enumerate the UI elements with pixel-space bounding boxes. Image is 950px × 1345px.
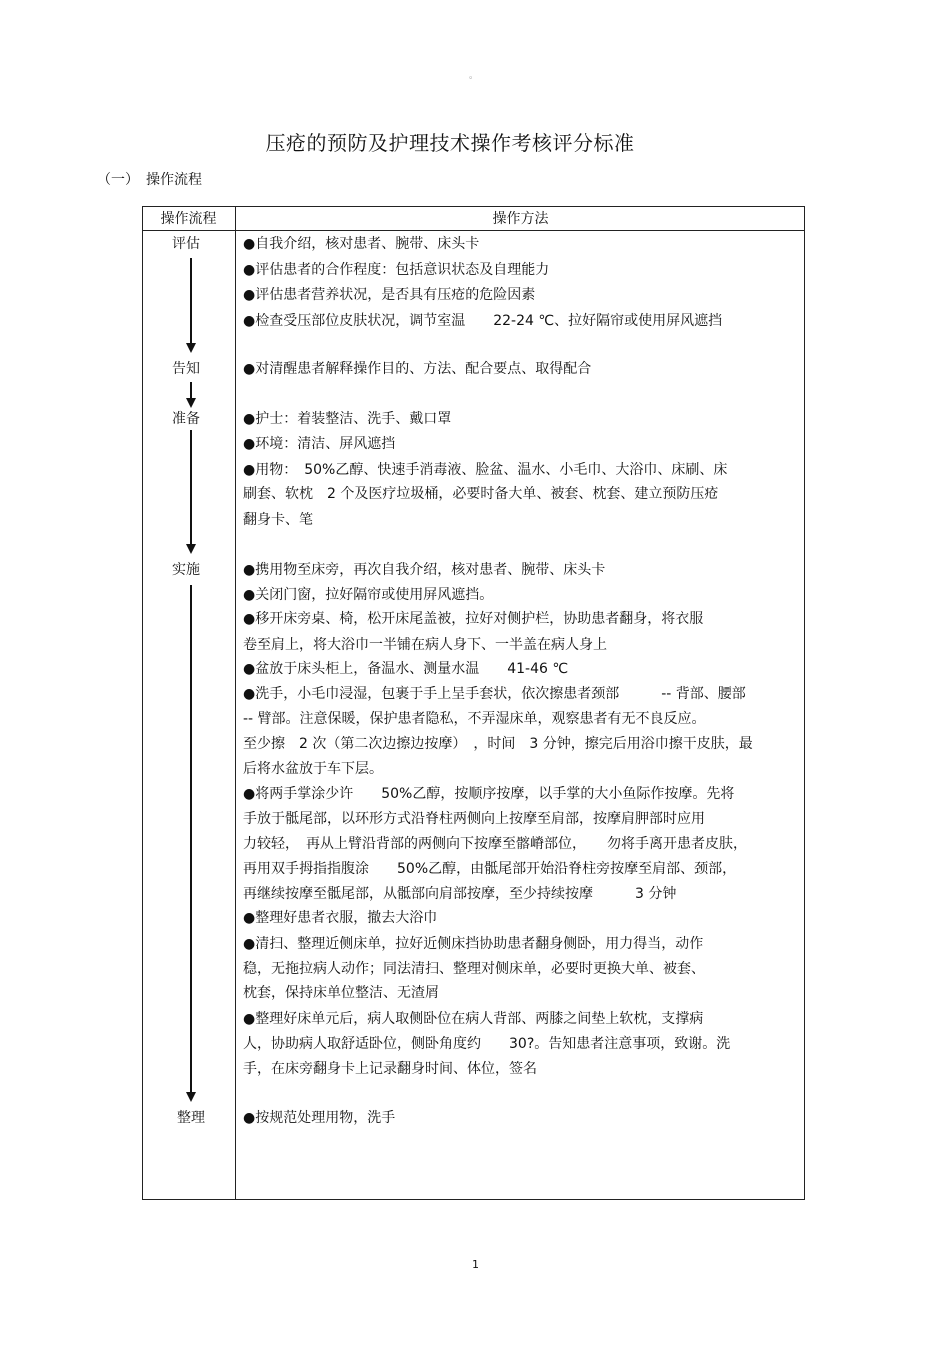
method-line: ●对清醒患者解释操作目的、方法、配合要点、取得配合 bbox=[243, 361, 592, 377]
flow-arrow-icon bbox=[186, 398, 196, 408]
flow-arrow-icon bbox=[186, 343, 196, 353]
method-line: ●关闭门窗，拉好隔帘或使用屏风遮挡。 bbox=[243, 587, 494, 603]
method-line: 人，协助病人取舒适卧位，侧卧角度约 30?。告知患者注意事项，致谢。洗 bbox=[243, 1036, 731, 1052]
method-line: ●洗手，小毛巾浸湿，包裹于手上呈手套状，依次擦患者颈部 -- 背部、腰部 bbox=[243, 686, 746, 702]
flow-arrow-line bbox=[190, 258, 192, 343]
method-line: 手，在床旁翻身卡上记录翻身时间、体位，签名 bbox=[243, 1061, 537, 1077]
flow-arrow-icon bbox=[186, 544, 196, 554]
method-line: 至少擦 2 次（第二次边擦边按摩） ，时间 3 分钟，擦完后用浴巾擦干皮肤，最 bbox=[243, 736, 753, 752]
page-title: 压疮的预防及护理技术操作考核评分标准 bbox=[265, 131, 635, 155]
method-line: ●清扫、整理近侧床单，拉好近侧床挡协助患者翻身侧卧，用力得当，动作 bbox=[243, 936, 704, 952]
header-divider bbox=[142, 230, 805, 231]
step-tidy: 整理 bbox=[177, 1110, 205, 1126]
method-line: ●整理好患者衣服，撤去大浴巾 bbox=[243, 910, 438, 926]
method-line: ●护士：着装整洁、洗手、戴口罩 bbox=[243, 411, 452, 427]
method-line: ●整理好床单元后，病人取侧卧位在病人背部、两膝之间垫上软枕，支撑病 bbox=[243, 1011, 704, 1027]
step-implement: 实施 bbox=[172, 562, 200, 578]
method-line: 枕套，保持床单位整洁、无渣屑 bbox=[243, 985, 439, 1001]
page-number: 1 bbox=[472, 1258, 479, 1271]
header-mark: 。 bbox=[469, 71, 479, 81]
method-line: ●携用物至床旁，再次自我介绍，核对患者、腕带、床头卡 bbox=[243, 562, 606, 578]
method-line: ●移开床旁桌、椅，松开床尾盖被，拉好对侧护栏，协助患者翻身，将衣服 bbox=[243, 611, 704, 627]
method-line: 力较轻， 再从上臂沿背部的两侧向下按摩至髂嵴部位， 勿将手离开患者皮肤， bbox=[243, 836, 747, 852]
header-method: 操作方法 bbox=[492, 211, 549, 227]
method-line: 手放于骶尾部，以环形方式沿脊柱两侧向上按摩至肩部，按摩肩胛部时应用 bbox=[243, 811, 705, 827]
method-line: 稳，无拖拉病人动作；同法清扫、整理对侧床单，必要时更换大单、被套、 bbox=[243, 961, 705, 977]
column-divider bbox=[235, 206, 236, 1200]
section-number: （一） bbox=[97, 172, 139, 188]
step-assess: 评估 bbox=[172, 236, 200, 252]
method-line: ●评估患者营养状况，是否具有压疮的危险因素 bbox=[243, 287, 536, 303]
flow-arrow-icon bbox=[186, 1092, 196, 1102]
method-line: ●环境：清洁、屏风遮挡 bbox=[243, 436, 396, 452]
method-line: ●盆放于床头柜上，备温水、测量水温 41-46 ℃ bbox=[243, 661, 569, 677]
method-line: ●检查受压部位皮肤状况，调节室温 22-24 ℃、拉好隔帘或使用屏风遮挡 bbox=[243, 313, 723, 329]
method-line: 再用双手拇指指腹涂 50%乙醇，由骶尾部开始沿脊柱旁按摩至肩部、颈部， bbox=[243, 861, 737, 877]
method-line: -- 臂部。注意保暖，保护患者隐私，不弄湿床单，观察患者有无不良反应。 bbox=[243, 711, 706, 727]
method-line: ●评估患者的合作程度：包括意识状态及自理能力 bbox=[243, 262, 550, 278]
method-line: ●自我介绍，核对患者、腕带、床头卡 bbox=[243, 236, 480, 252]
method-line: 再继续按摩至骶尾部，从骶部向肩部按摩，至少持续按摩 3 分钟 bbox=[243, 886, 677, 902]
method-line: 刷套、软枕 2 个及医疗垃圾桶，必要时备大单、被套、枕套、建立预防压疮 bbox=[243, 486, 719, 502]
flow-arrow-line bbox=[190, 430, 192, 544]
step-prepare: 准备 bbox=[172, 411, 200, 427]
method-line: ●按规范处理用物，洗手 bbox=[243, 1110, 396, 1126]
method-line: ●将两手掌涂少许 50%乙醇，按顺序按摩，以手掌的大小鱼际作按摩。先将 bbox=[243, 786, 735, 802]
step-inform: 告知 bbox=[172, 361, 200, 377]
method-line: 翻身卡、笔 bbox=[243, 512, 313, 528]
method-line: 卷至肩上，将大浴巾一半铺在病人身下、一半盖在病人身上 bbox=[243, 637, 607, 653]
header-process: 操作流程 bbox=[160, 211, 217, 227]
flow-arrow-line bbox=[190, 382, 192, 398]
section-label: 操作流程 bbox=[146, 172, 202, 188]
method-line: 后将水盆放于车下层。 bbox=[243, 761, 383, 777]
method-line: ●用物： 50%乙醇、快速手消毒液、脸盆、温水、小毛巾、大浴巾、床刷、床 bbox=[243, 462, 728, 478]
flow-arrow-line bbox=[190, 585, 192, 1092]
